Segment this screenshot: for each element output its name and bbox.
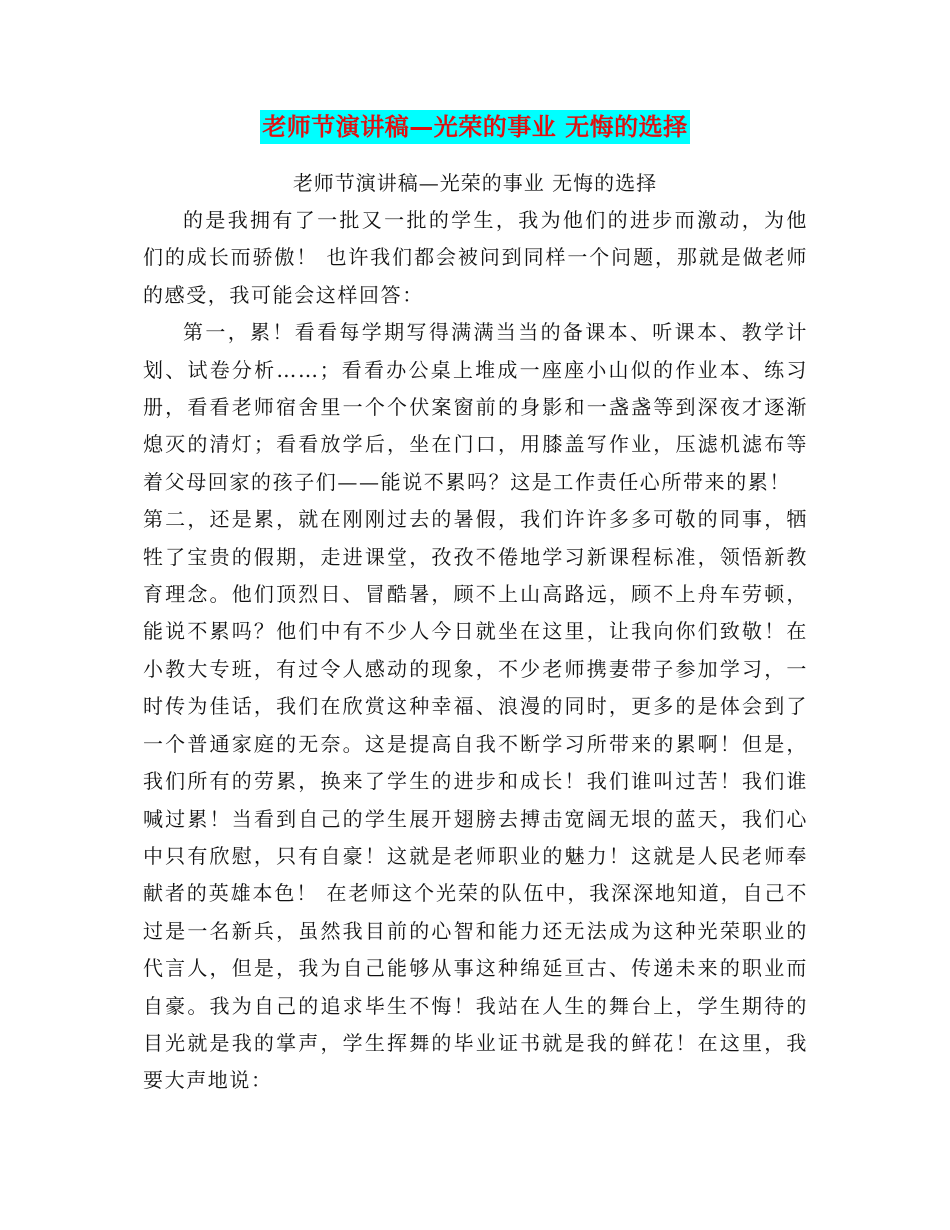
document-subtitle: 老师节演讲稿—光荣的事业 无悔的选择 bbox=[292, 171, 658, 195]
document-title: 老师节演讲稿—光荣的事业 无悔的选择 bbox=[260, 110, 689, 144]
document-body bbox=[143, 202, 808, 1100]
paragraph-second-point: 第二，还是累，就在刚刚过去的暑假，我们许许多多可敬的同事，牺牲了宝贵的假期，走进课堂，孜孜不倦地学习新课程标准，领悟新教育理念。他们顶烈日、冒酷暑，顾不上山高路远，顾不上舟车劳顿，能说不累吗？他们中有不少人今日就坐在这里，让我向你们致敬！在小教大专班，有过令人感动的现象，不少老师携妻带子参加学习，一时传为佳话，我们在欣赏这种幸福、浪漫的同时，更多的是体会到了一个普通家庭的无奈。这是提高自我不断学习所带来的累啊！但是，我们所有的劳累，换来了学生的进步和成长！我们谁叫过苦！我们谁喊过累！当看到自己的学生展开翅膀去搏击宽阔无垠的蓝天，我们心中只有欣慰，只有自豪！这就是老师职业的魅力！这就是人民老师奉献者的英雄本色！ 在老师这个光荣的队伍中，我深深地知道，自己不过是一名新兵，虽然我目前的心智和能力还无法成为这种光荣职业的代言人，但是，我为自己能够从事这种绵延亘古、传递未来的职业而自豪。我为自己的追求毕生不悔！我站在人生的舞台上，学生期待的目光就是我的掌声，学生挥舞的毕业证书就是我的鲜花！在这里，我要大声地说： bbox=[143, 507, 808, 1093]
paragraph-first-point: 第一，累！看看每学期写得满满当当的备课本、听课本、教学计划、试卷分析……；看看办公桌上堆成一座座小山似的作业本、练习册，看看老师宿舍里一个个伏案窗前的身影和一盏盏等到深夜才逐渐熄灭的清灯；看看放学后，坐在门口，用膝盖写作业，压滤机滤布等着父母回家的孩子们——能说不累吗？这是工作责任心所带来的累！ bbox=[143, 320, 808, 494]
title-container bbox=[0, 110, 950, 144]
paragraph-intro: 的是我拥有了一批又一批的学生，我为他们的进步而激动，为他们的成长而骄傲！ 也许我们都会被问到同样一个问题，那就是做老师的感受，我可能会这样回答： bbox=[143, 208, 808, 307]
